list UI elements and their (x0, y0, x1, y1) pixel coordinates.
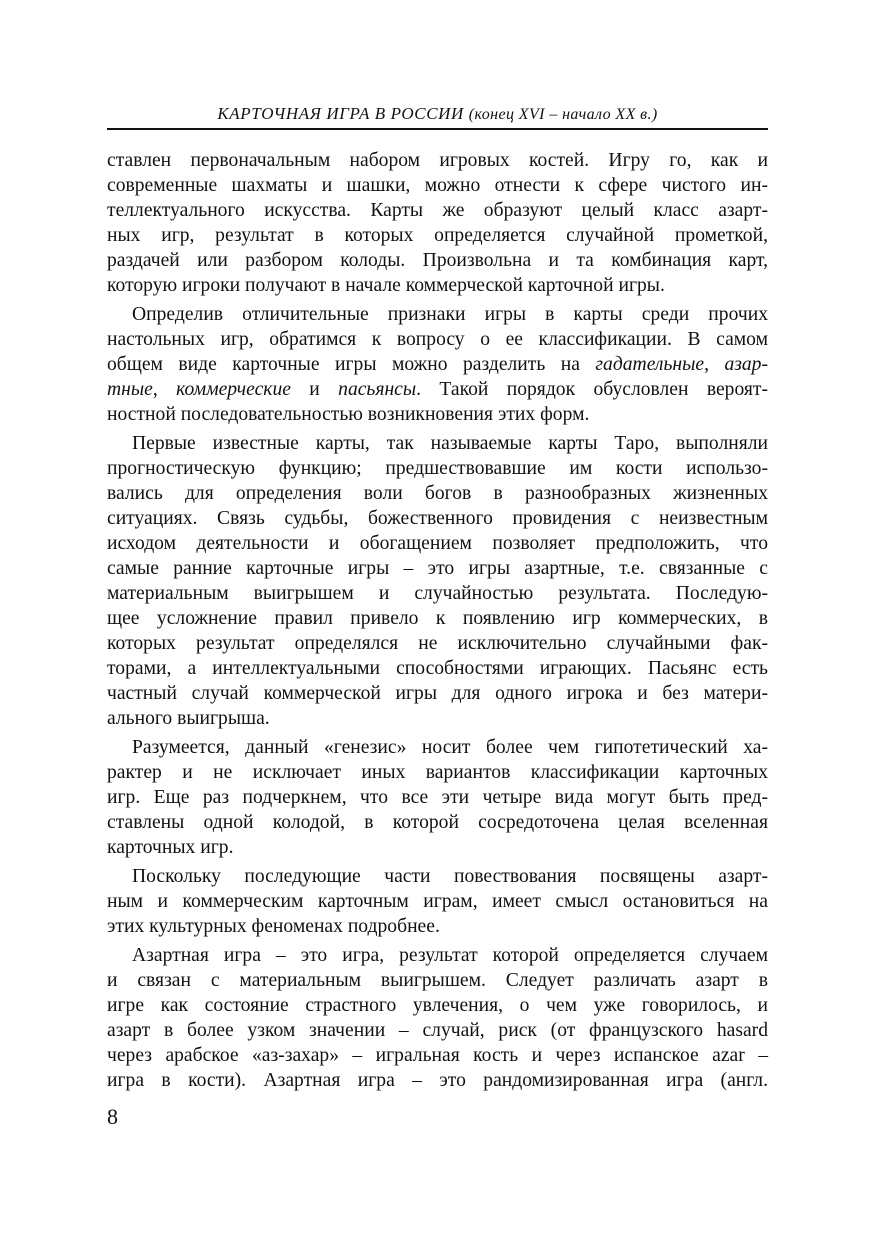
term-fortune-telling: гадательные (595, 354, 705, 375)
text-line: Разумеется, данный «генезис» носит более чем гипотетический ха- (132, 737, 768, 758)
text-line: современные шахматы и шашки, можно отнести к сфере чистого ин- (107, 175, 768, 196)
running-head-title: КАРТОЧНАЯ ИГРА В РОССИИ (217, 104, 464, 123)
text-line: ных игр, результат в которых определяется случайной прометкой, (107, 225, 768, 246)
paragraph-6 (107, 943, 768, 1093)
body-text (107, 148, 768, 1097)
text-line: игре как состояние страстного увлечения, о чем уже говорилось, и (107, 995, 768, 1016)
text-line: и связан с материальным выигрышем. Следует различать азарт в (107, 970, 768, 991)
paragraph-4 (107, 735, 768, 860)
text-run: . Такой порядок обусловлен вероят- (416, 379, 768, 400)
page-number: 8 (107, 1104, 118, 1129)
text-line: торами, а интеллектуальными способностями играющих. Пасьянс есть (107, 658, 768, 679)
term-gambling-part1: азар- (724, 354, 768, 375)
text-line: прогностическую функцию; предшествовавшие им кости использо- (107, 458, 768, 479)
term-gambling-part2: тные (107, 379, 153, 400)
paragraph-5 (107, 864, 768, 939)
running-head (107, 104, 768, 125)
text-line: игра в кости). Азартная игра – это рандомизированная игра (англ. (107, 1070, 768, 1091)
paragraph-3 (107, 431, 768, 731)
text-line: которую игроки получают в начале коммерческой карточной игры. (107, 275, 665, 296)
text-line: вались для определения воли богов в разнообразных жизненных (107, 483, 768, 504)
text-line: частный случай коммерческой игры для одного игрока и без матери- (107, 683, 768, 704)
text-line: ситуациях. Связь судьбы, божественного провидения с неизвестным (107, 508, 768, 529)
text-run: , (704, 354, 725, 375)
text-line: рактер и не исключает иных вариантов классификации карточных (107, 762, 768, 783)
text-run: , (152, 379, 177, 400)
text-line: ностной последовательностью возникновения этих форм. (107, 404, 590, 425)
text-run: общем виде карточные игры можно разделить на (107, 354, 596, 375)
header-rule (107, 128, 768, 130)
text-line: карточных игр. (107, 837, 234, 858)
text-line: через арабское «аз-захар» – игральная кость и через испанское azar – (107, 1045, 768, 1066)
term-commercial: коммерческие (176, 379, 291, 400)
text-line: щее усложнение правил привело к появлению игр коммерческих, в (107, 608, 768, 629)
text-line (107, 352, 768, 377)
text-line: теллектуального искусства. Карты же образуют целый класс азарт- (107, 200, 768, 221)
term-solitaire: пасьянсы (338, 379, 417, 400)
paragraph-2 (107, 302, 768, 427)
text-line: Поскольку последующие части повествования посвящены азарт- (132, 866, 768, 887)
text-line: Азартная игра – это игра, результат которой определяется случаем (132, 945, 768, 966)
text-run: и (290, 379, 339, 400)
text-line: настольных игр, обратимся к вопросу о ее классификации. В самом (107, 329, 768, 350)
text-line: этих культурных феноменах подробнее. (107, 916, 440, 937)
text-line: ального выигрыша. (107, 708, 270, 729)
text-line: раздачей или разбором колоды. Произвольна и та комбинация карт, (107, 250, 768, 271)
text-line: ставлен первоначальным набором игровых костей. Игру го, как и (107, 150, 768, 171)
text-line: которых результат определялся не исключительно случайными фак- (107, 633, 768, 654)
text-line: ным и коммерческим карточным играм, имеет смысл остановиться на (107, 891, 768, 912)
paragraph-1 (107, 148, 768, 298)
text-line: самые ранние карточные игры – это игры азартные, т.е. связанные с (107, 558, 768, 579)
text-line: Первые известные карты, так называемые карты Таро, выполняли (132, 433, 768, 454)
text-line (107, 377, 768, 402)
text-line: ставлены одной колодой, в которой сосредоточена целая вселенная (107, 812, 768, 833)
text-line: материальным выигрышем и случайностью результата. Последую- (107, 583, 768, 604)
text-line: азарт в более узком значении – случай, риск (от французского hasard (107, 1020, 768, 1041)
text-line: игр. Еще раз подчеркнем, что все эти четыре вида могут быть пред- (107, 787, 768, 808)
text-line: исходом деятельности и обогащением позволяет предположить, что (107, 533, 768, 554)
running-head-subtitle: (конец XVI – начало XX в.) (468, 106, 658, 123)
text-line: Определив отличительные признаки игры в карты среди прочих (132, 304, 768, 325)
